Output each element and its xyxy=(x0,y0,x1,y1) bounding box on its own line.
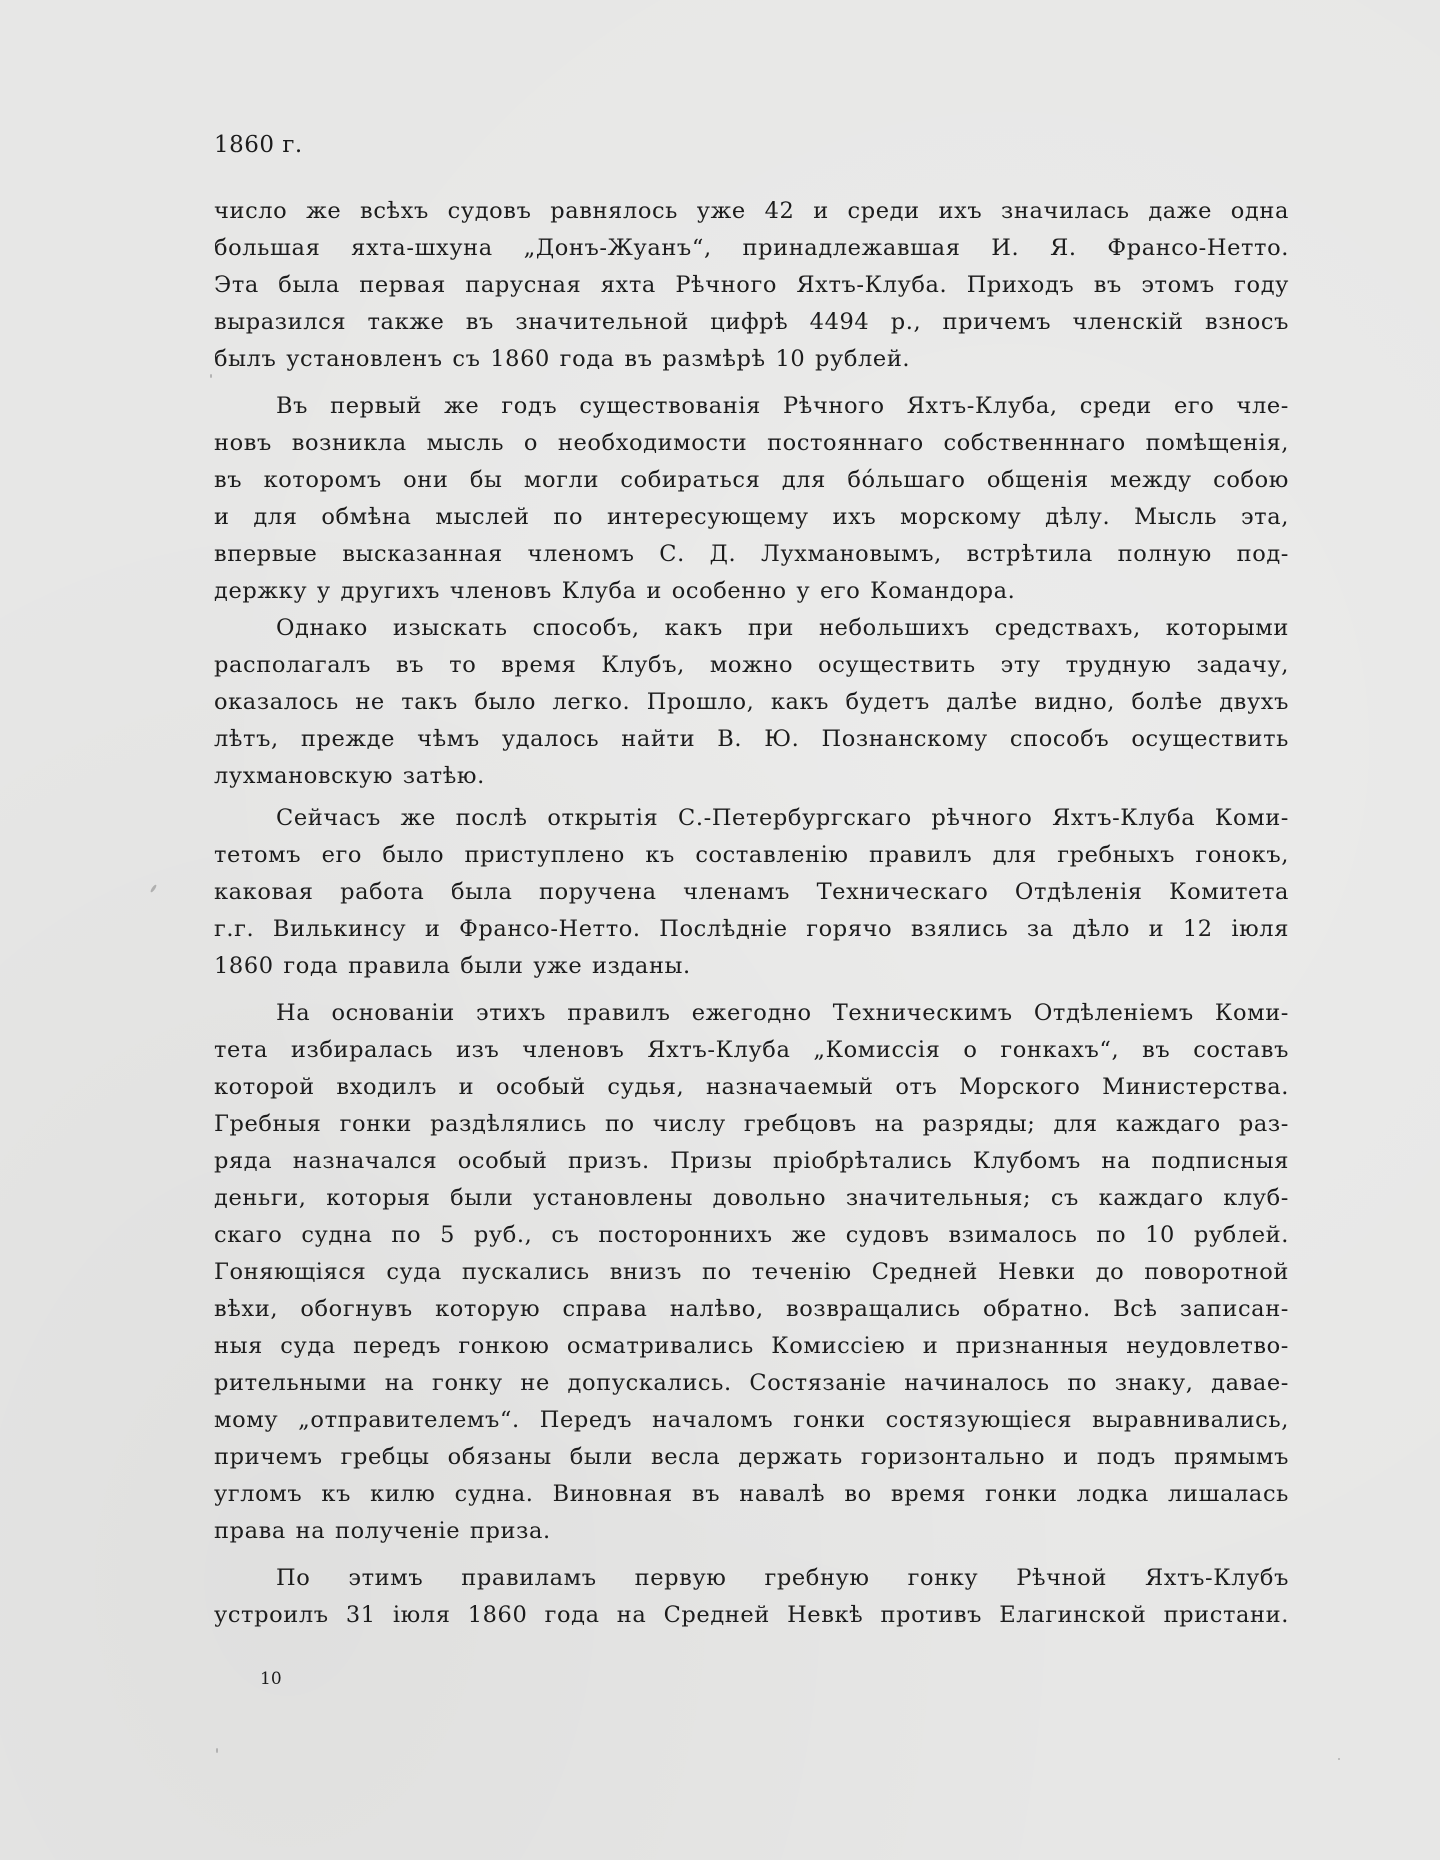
scan-speck xyxy=(1338,1758,1340,1760)
text-line: деньги, которыя были установлены довольно значительныя; съ каждаго клуб- xyxy=(214,1185,1289,1211)
text-line: рительными на гонку не допускались. Состязаніе начиналось по знаку, давае- xyxy=(214,1370,1289,1396)
text-line: лѣтъ, прежде чѣмъ удалось найти В. Ю. Познанскому способъ осуществить xyxy=(214,726,1289,752)
text-line: устроилъ 31 іюля 1860 года на Средней Невкѣ противъ Елагинской пристани. xyxy=(214,1602,1289,1628)
text-line: Гребныя гонки раздѣлялись по числу гребцовъ на разряды; для каждаго раз- xyxy=(214,1111,1289,1137)
text-line: тета избиралась изъ членовъ Яхтъ-Клуба „Комиссія о гонкахъ“, въ составъ xyxy=(214,1037,1289,1063)
text-line: держку у другихъ членовъ Клуба и особенно у его Командора. xyxy=(214,578,1016,604)
text-line: Сейчасъ же послѣ открытія С.-Петербургскаго рѣчного Яхтъ-Клуба Коми- xyxy=(276,805,1289,831)
text-line: лухмановскую затѣю. xyxy=(214,763,485,789)
text-line: права на полученіе приза. xyxy=(214,1518,551,1544)
text-line: причемъ гребцы обязаны были весла держать горизонтально и подъ прямымъ xyxy=(214,1444,1289,1470)
text-line: новъ возникла мысль о необходимости постояннаго собственннаго помѣщенія, xyxy=(214,430,1289,456)
scan-speck xyxy=(216,1748,218,1753)
scan-speck xyxy=(150,884,158,893)
paragraph-vessel-count xyxy=(214,193,1289,378)
paragraph-race-commission xyxy=(214,995,1289,1550)
text-line: оказалось не такъ было легко. Прошло, какъ будетъ далѣе видно, болѣе двухъ xyxy=(214,689,1289,715)
text-line: былъ установленъ съ 1860 года въ размѣрѣ 10 рублей. xyxy=(214,346,911,372)
text-line: которой входилъ и особый судья, назначаемый отъ Морского Министерства. xyxy=(214,1074,1289,1100)
text-line: ныя суда передъ гонкою осматривались Комиссіею и признанныя неудовлетво- xyxy=(214,1333,1289,1359)
text-line: и для обмѣна мыслей по интересующему ихъ морскому дѣлу. Мысль эта, xyxy=(214,504,1289,530)
text-line: мому „отправителемъ“. Передъ началомъ гонки состязующіеся выравнивались, xyxy=(214,1407,1289,1433)
text-line: скаго судна по 5 руб., съ постороннихъ же судовъ взималось по 10 рублей. xyxy=(214,1222,1289,1248)
text-line: 1860 года правила были уже изданы. xyxy=(214,953,691,979)
paragraph-funding-difficulty xyxy=(214,610,1289,795)
text-line: выразился также въ значительной цифрѣ 4494 р., причемъ членскій взносъ xyxy=(214,309,1289,335)
text-line: г.г. Вилькинсу и Франсо-Нетто. Послѣдніе горячо взялись за дѣло и 12 іюля xyxy=(214,916,1289,942)
paragraph-first-race xyxy=(214,1560,1289,1634)
text-line: На основаніи этихъ правилъ ежегодно Техническимъ Отдѣленіемъ Коми- xyxy=(276,1000,1289,1026)
text-line: вѣхи, обогнувъ которую справа налѣво, возвращались обратно. Всѣ записан- xyxy=(214,1296,1289,1322)
text-line: впервые высказанная членомъ С. Д. Лухмановымъ, встрѣтила полную под- xyxy=(214,541,1289,567)
text-line: Въ первый же годъ существованія Рѣчного Яхтъ-Клуба, среди его чле- xyxy=(276,393,1289,419)
running-head-year: 1860 г. xyxy=(214,132,303,158)
text-line: Гоняющіяся суда пускались внизъ по теченію Средней Невки до поворотной xyxy=(214,1259,1289,1285)
text-line: Эта была первая парусная яхта Рѣчного Яхтъ-Клуба. Приходъ въ этомъ году xyxy=(214,272,1289,298)
text-line: число же всѣхъ судовъ равнялось уже 42 и среди ихъ значилась даже одна xyxy=(214,198,1289,224)
paragraph-clubhouse-idea xyxy=(214,388,1289,610)
text-line: По этимъ правиламъ первую гребную гонку Рѣчной Яхтъ-Клубъ xyxy=(276,1565,1289,1591)
text-line: ряда назначался особый призъ. Призы пріобрѣтались Клубомъ на подписныя xyxy=(214,1148,1289,1174)
scan-speck xyxy=(210,374,212,378)
text-line: Однако изыскать способъ, какъ при небольшихъ средствахъ, которыми xyxy=(276,615,1289,641)
text-line: въ которомъ они бы могли собираться для бо́льшаго общенія между собою xyxy=(214,467,1289,493)
text-line: каковая работа была поручена членамъ Техническаго Отдѣленія Комитета xyxy=(214,879,1289,905)
text-line: большая яхта-шхуна „Донъ-Жуанъ“, принадлежавшая И. Я. Франсо-Нетто. xyxy=(214,235,1289,261)
body-text xyxy=(214,193,1289,1634)
text-line: располагалъ въ то время Клубъ, можно осуществить эту трудную задачу, xyxy=(214,652,1289,678)
page-number: 10 xyxy=(260,1669,282,1689)
paragraph-rowing-rules xyxy=(214,800,1289,985)
text-line: угломъ къ килю судна. Виновная въ навалѣ во время гонки лодка лишалась xyxy=(214,1481,1289,1507)
text-line: тетомъ его было приступлено къ составленію правилъ для гребныхъ гонокъ, xyxy=(214,842,1289,868)
